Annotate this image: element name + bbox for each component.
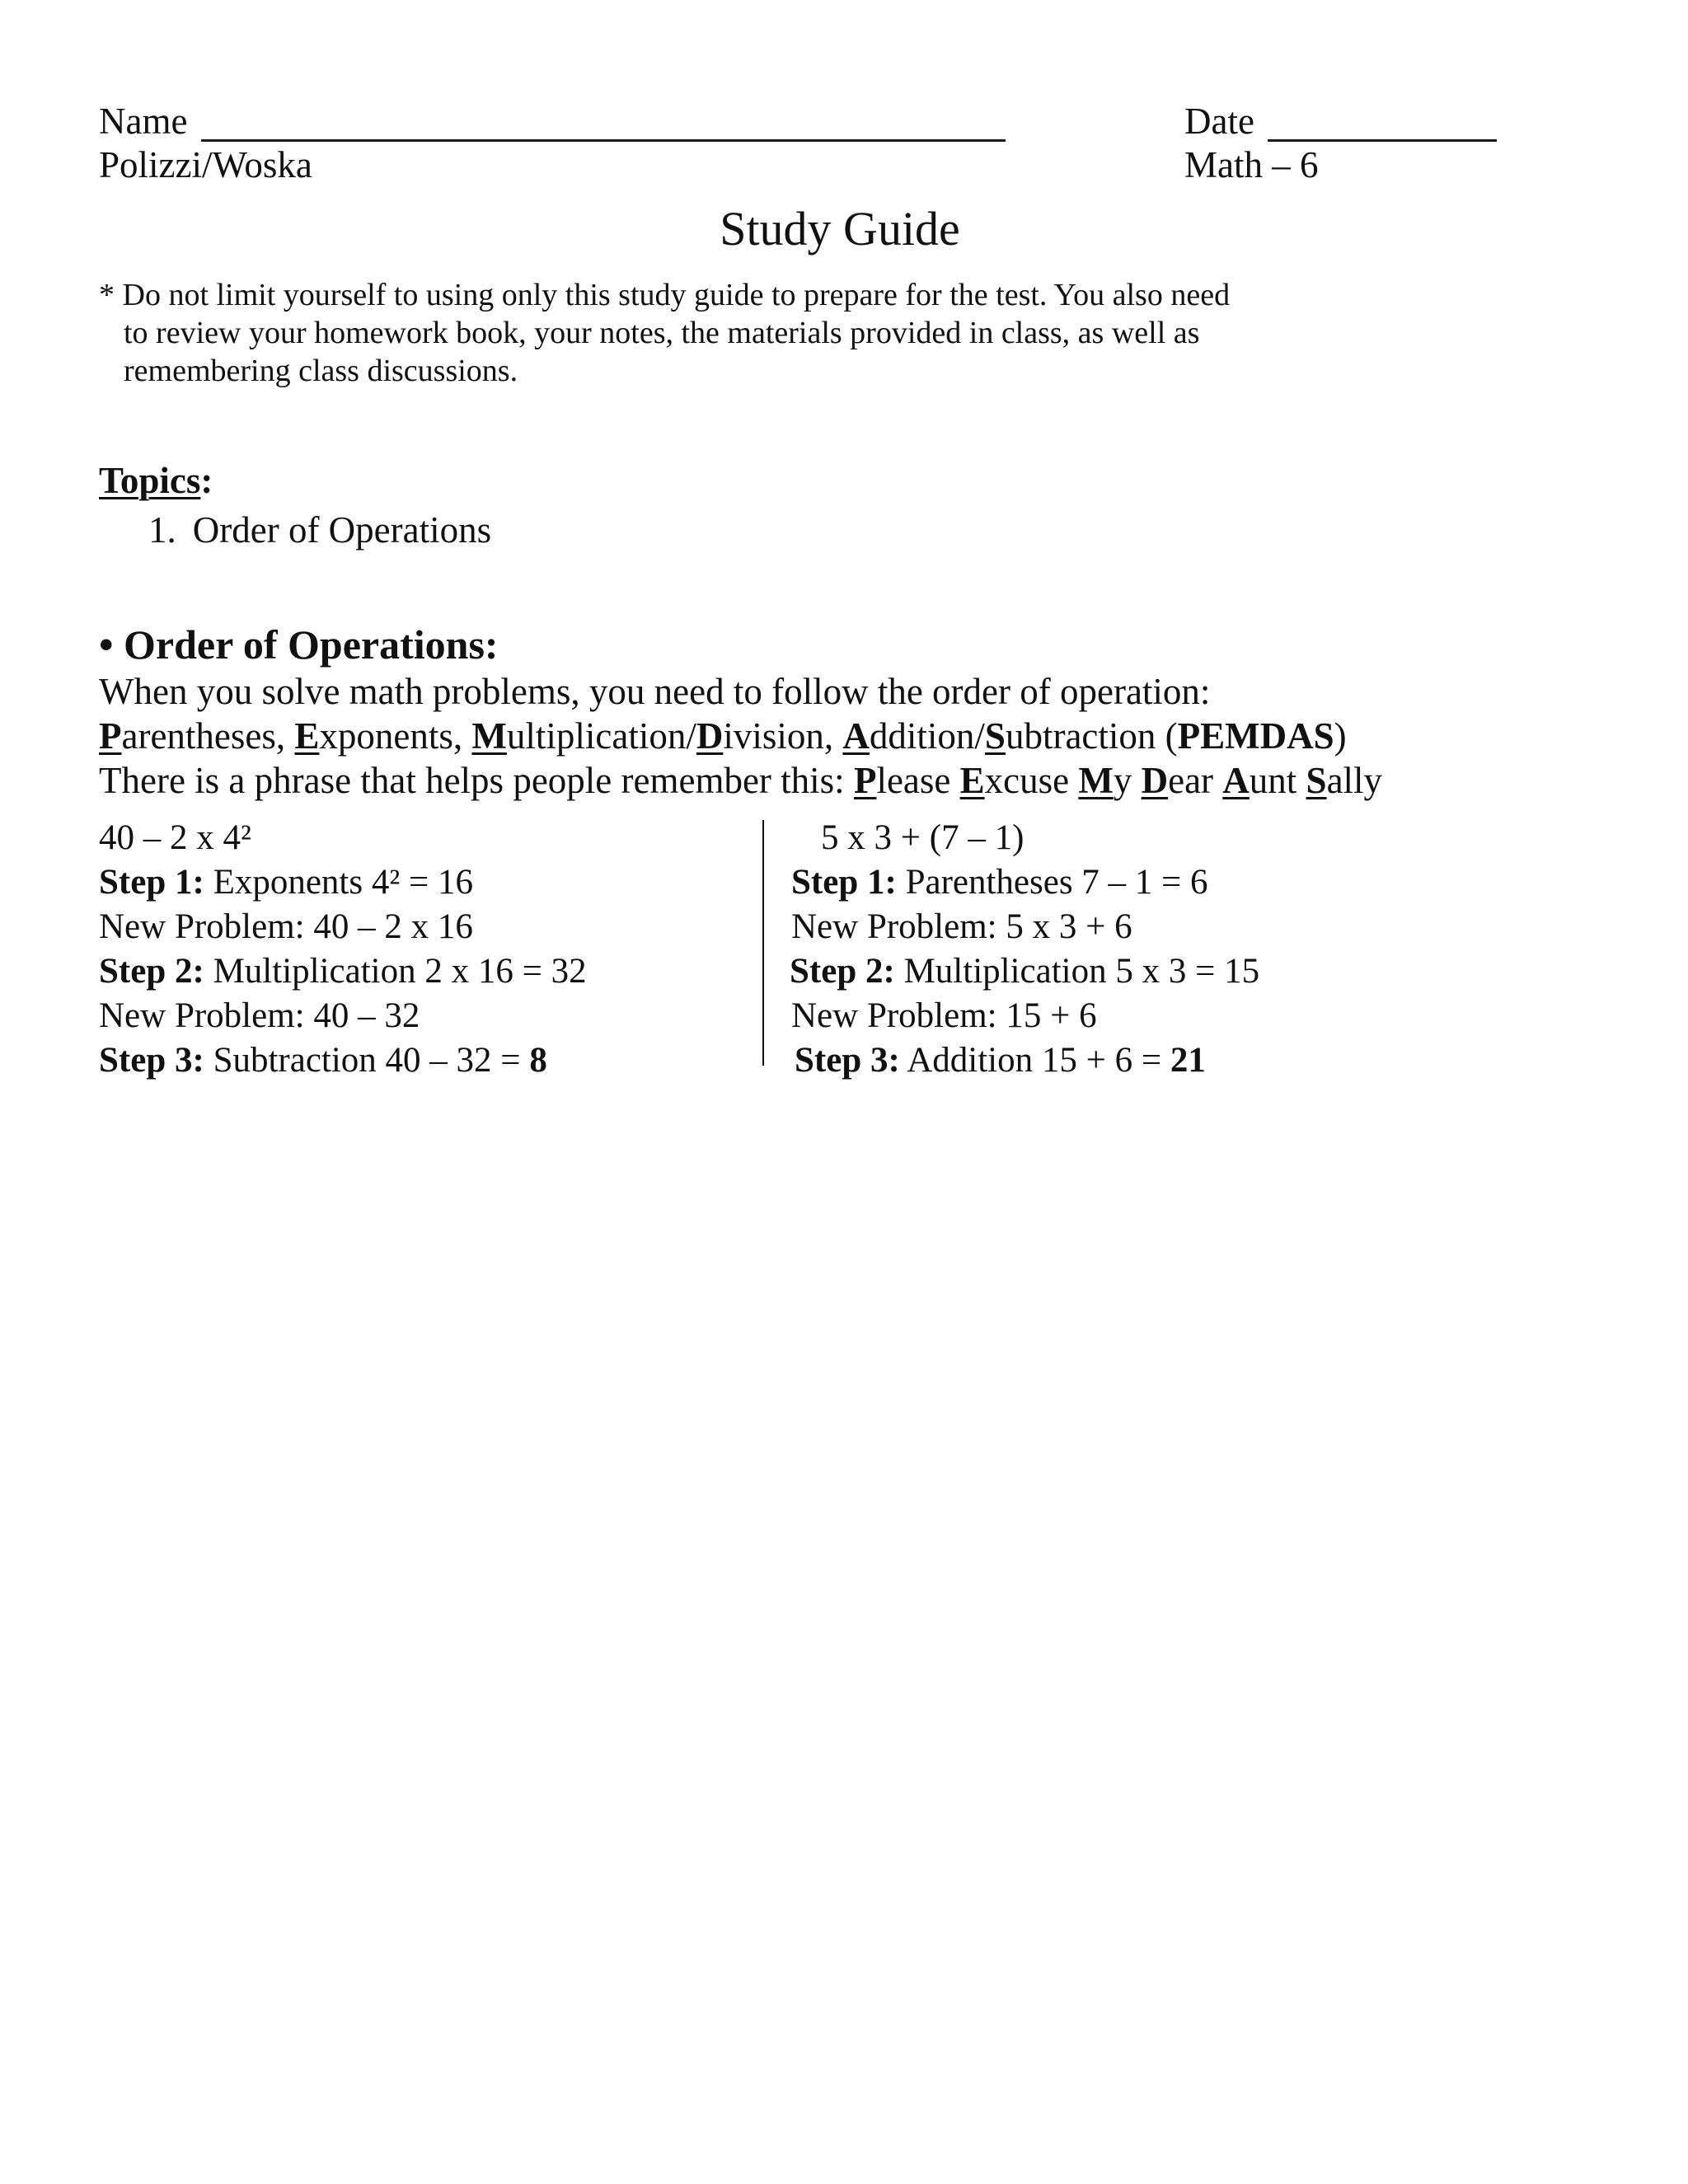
topic-item xyxy=(148,508,491,552)
right-new-problem-2: New Problem: 15 + 6 xyxy=(791,996,1097,1035)
phrase-w6-letter: S xyxy=(1306,760,1327,801)
pemdas-acronym: PEMDAS xyxy=(1177,715,1334,757)
examples-divider xyxy=(762,820,764,1066)
pemdas-e-rest: xponents, xyxy=(319,715,472,757)
left-new-problem-1: New Problem: 40 – 2 x 16 xyxy=(99,907,473,946)
date-label: Date xyxy=(1184,101,1254,142)
pemdas-s-rest: ubtraction ( xyxy=(1005,715,1178,757)
date-blank-line[interactable] xyxy=(1268,139,1497,142)
phrase-w6-rest: ally xyxy=(1326,760,1383,801)
left-step-1-text: Exponents 4² = 16 xyxy=(204,863,473,902)
left-step-1-label: Step 1: xyxy=(99,863,204,902)
phrase-w4-letter: D xyxy=(1141,760,1169,801)
right-answer: 21 xyxy=(1170,1041,1206,1080)
bullet-icon: • xyxy=(99,621,114,668)
pemdas-line xyxy=(99,714,1347,758)
phrase-w2-rest: xcuse xyxy=(984,760,1079,801)
left-step-2 xyxy=(99,949,587,994)
left-step-2-label: Step 2: xyxy=(99,952,204,991)
left-step-1 xyxy=(99,860,473,905)
left-step-3 xyxy=(99,1038,547,1083)
note-line-1: * Do not limit yourself to using only this study guide to prepare for the test. You also need xyxy=(99,278,1231,312)
note-line-3: remembering class discussions. xyxy=(124,354,518,388)
pemdas-s: S xyxy=(984,715,1006,757)
left-new-problem-2: New Problem: 40 – 32 xyxy=(99,996,420,1035)
right-step-3 xyxy=(795,1038,1206,1083)
left-step-2-text: Multiplication 2 x 16 = 32 xyxy=(204,952,587,991)
right-step-2 xyxy=(790,949,1259,994)
right-step-3-text: Addition 15 + 6 = xyxy=(899,1041,1170,1080)
left-answer: 8 xyxy=(529,1041,547,1080)
teacher-names: Polizzi/Woska xyxy=(99,144,312,185)
right-new-problem-1: New Problem: 5 x 3 + 6 xyxy=(791,907,1132,946)
phrase-w5-rest: unt xyxy=(1249,760,1306,801)
pemdas-a: A xyxy=(842,715,870,757)
left-example-problem: 40 – 2 x 4² xyxy=(99,818,251,857)
pemdas-e: E xyxy=(294,715,320,757)
phrase-w4-rest: ear xyxy=(1168,760,1223,801)
right-step-2-text: Multiplication 5 x 3 = 15 xyxy=(894,952,1260,991)
pemdas-a-rest: ddition/ xyxy=(869,715,985,757)
phrase-w1-rest: lease xyxy=(876,760,960,801)
name-label: Name xyxy=(99,101,188,142)
left-step-3-label: Step 3: xyxy=(99,1041,204,1080)
note-line-2: to review your homework book, your notes, the materials provided in class, as well as xyxy=(124,316,1200,350)
topics-heading-colon: : xyxy=(200,460,213,501)
phrase-lead: There is a phrase that helps people remember this: xyxy=(99,760,854,801)
section-intro: When you solve math problems, you need to follow the order of operation: xyxy=(99,671,1211,712)
topic-item-label: Order of Operations xyxy=(192,509,492,551)
phrase-w2-letter: E xyxy=(959,760,985,801)
pemdas-close: ) xyxy=(1334,715,1347,757)
course-name: Math – 6 xyxy=(1184,144,1319,185)
pemdas-m: M xyxy=(471,715,507,757)
right-step-2-label: Step 2: xyxy=(790,952,895,991)
right-step-1 xyxy=(791,860,1208,905)
right-example-problem: 5 x 3 + (7 – 1) xyxy=(821,818,1025,857)
pemdas-d-rest: ivision, xyxy=(723,715,843,757)
pemdas-m-rest: ultiplication/ xyxy=(506,715,696,757)
phrase-w1-letter: P xyxy=(853,760,877,801)
phrase-w3-rest: y xyxy=(1113,760,1142,801)
right-step-3-label: Step 3: xyxy=(795,1041,900,1080)
topic-item-number: 1. xyxy=(148,509,176,551)
pemdas-p-rest: arentheses, xyxy=(121,715,295,757)
right-step-1-label: Step 1: xyxy=(791,863,897,902)
section-heading xyxy=(99,620,499,669)
page-title: Study Guide xyxy=(720,202,960,255)
section-heading-text: Order of Operations: xyxy=(124,621,499,668)
left-step-3-text: Subtraction 40 – 32 = xyxy=(204,1041,530,1080)
right-step-1-text: Parentheses 7 – 1 = 6 xyxy=(896,863,1208,902)
pemdas-d: D xyxy=(696,715,724,757)
topics-heading-text: Topics xyxy=(99,460,201,501)
phrase-w3-letter: M xyxy=(1078,760,1114,801)
mnemonic-phrase-line xyxy=(99,758,1382,803)
topics-heading xyxy=(99,458,213,503)
pemdas-p: P xyxy=(99,715,122,757)
name-blank-line[interactable] xyxy=(201,139,1006,142)
phrase-w5-letter: A xyxy=(1222,760,1250,801)
